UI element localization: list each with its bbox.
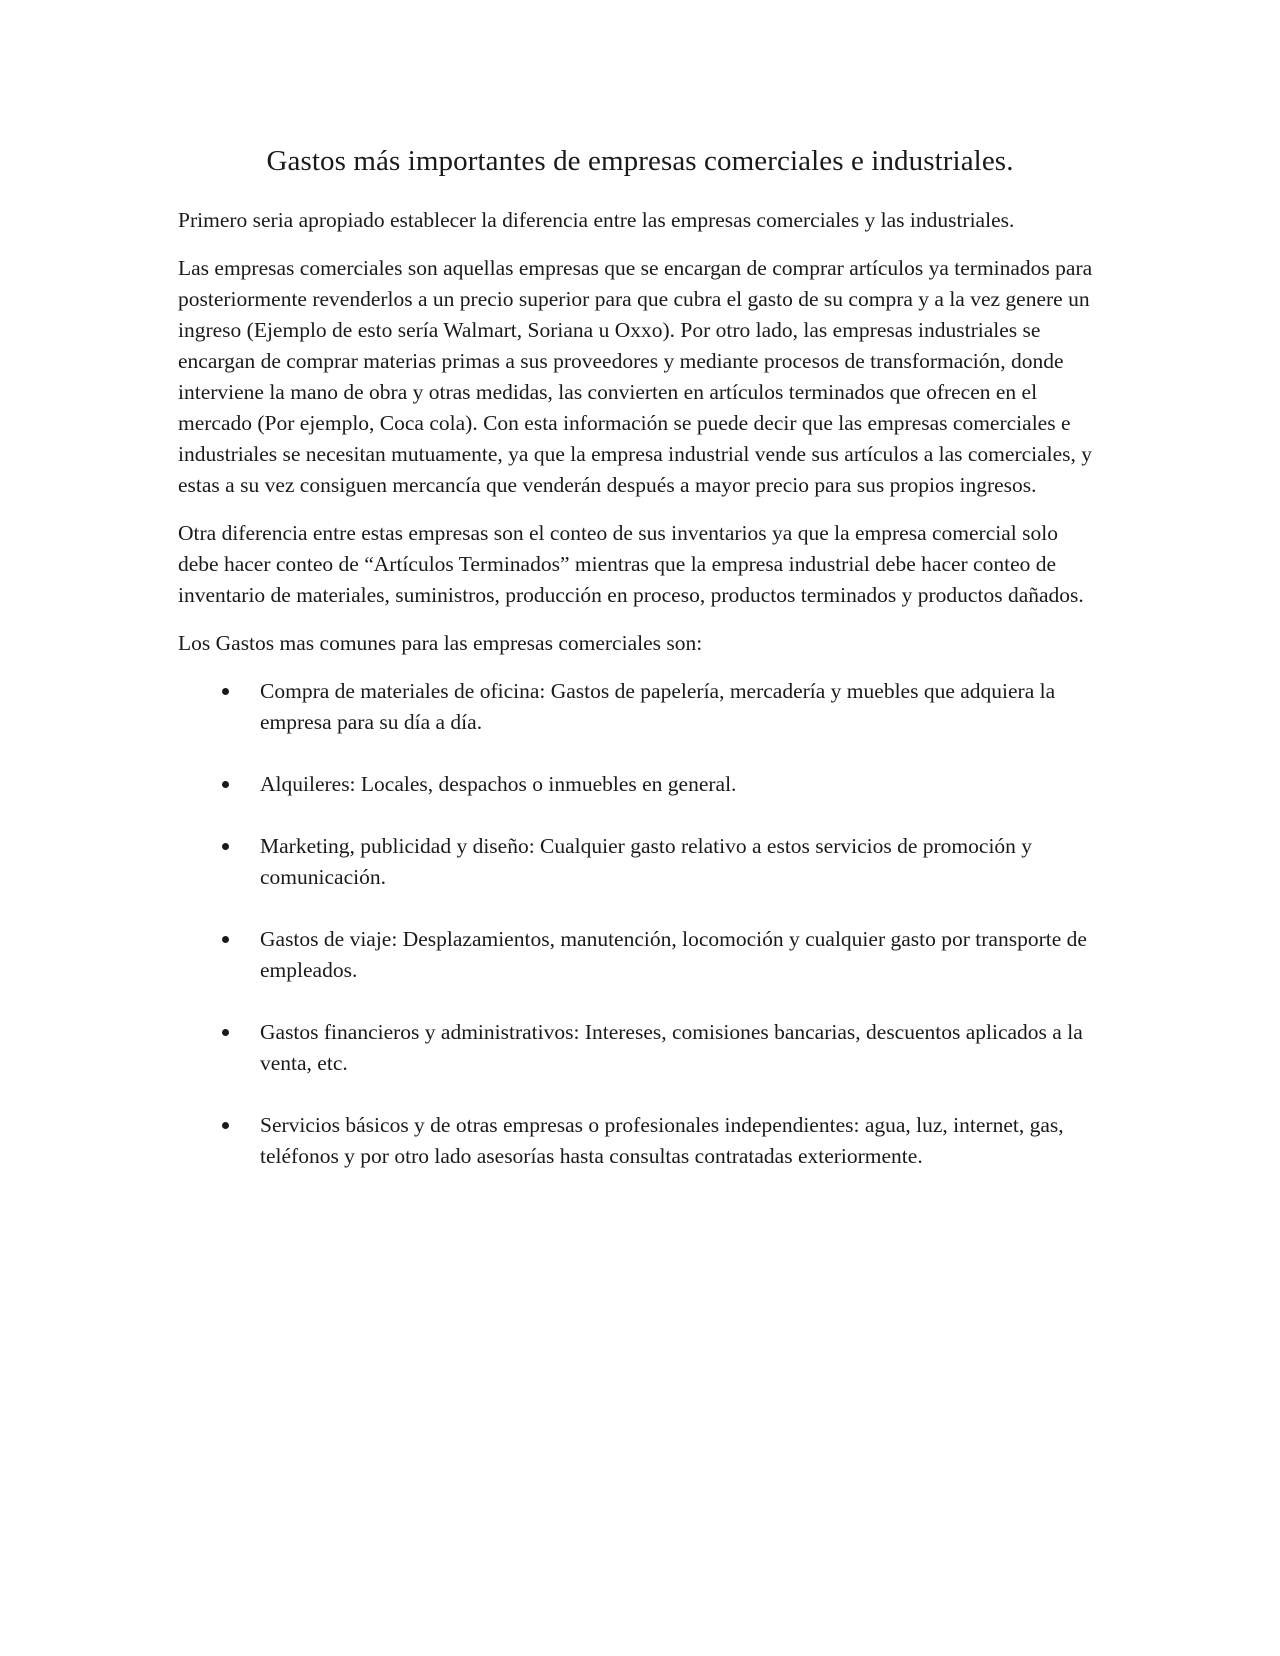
document-title: Gastos más importantes de empresas comerciales e industriales. bbox=[266, 145, 1014, 177]
bullet-icon bbox=[222, 1029, 229, 1036]
list-item bbox=[178, 769, 1098, 800]
list-item-text: Marketing, publicidad y diseño: Cualquier gasto relativo a estos servicios de promoción y comunicación. bbox=[260, 834, 1033, 889]
paragraph-inventory: Otra diferencia entre estas empresas son el conteo de sus inventarios ya que la empresa comercial solo debe hacer conteo de “Artículos Terminados” mientras que la empresa industrial debe hacer conteo de inventario de materiales, suministros, producción en proceso, productos terminados y productos dañados. bbox=[178, 521, 1084, 607]
bullet-icon bbox=[222, 843, 229, 850]
list-item-text: Alquileres: Locales, despachos o inmuebles en general. bbox=[260, 772, 737, 796]
list-item bbox=[178, 676, 1098, 738]
list-item-text: Gastos de viaje: Desplazamientos, manutención, locomoción y cualquier gasto por transporte de empleados. bbox=[260, 927, 1087, 982]
paragraph-definitions: Las empresas comerciales son aquellas empresas que se encargan de comprar artículos ya terminados para posteriormente revenderlos a un precio superior para que cubra el gasto de su compra y a la vez genere un ingreso (Ejemplo de esto sería Walmart, Soriana u Oxxo). Por otro lado, las empresas industriales se encargan de comprar materias primas a sus proveedores y mediante procesos de transformación, donde interviene la mano de obra y otras medidas, las convierten en artículos terminados que ofrecen en el mercado (Por ejemplo, Coca cola). Con esta información se puede decir que las empresas comerciales e industriales se necesitan mutuamente, ya que la empresa industrial vende sus artículos a las comerciales, y estas a su vez consiguen mercancía que venderán después a mayor precio para sus propios ingresos. bbox=[178, 256, 1093, 497]
expenses-list bbox=[178, 676, 1098, 1172]
bullet-icon bbox=[222, 781, 229, 788]
list-item-text: Compra de materiales de oficina: Gastos de papelería, mercadería y muebles que adquiera la empresa para su día a día. bbox=[260, 679, 1056, 734]
bullet-icon bbox=[222, 936, 229, 943]
bullet-icon bbox=[222, 688, 229, 695]
list-item-text: Gastos financieros y administrativos: Intereses, comisiones bancarias, descuentos aplicados a la venta, etc. bbox=[260, 1020, 1083, 1075]
paragraph-intro: Primero seria apropiado establecer la diferencia entre las empresas comerciales y las industriales. bbox=[178, 208, 1015, 232]
document-body bbox=[178, 205, 1098, 1203]
paragraph-list-intro: Los Gastos mas comunes para las empresas comerciales son: bbox=[178, 631, 703, 655]
list-item bbox=[178, 831, 1098, 893]
list-item bbox=[178, 1110, 1098, 1172]
list-item bbox=[178, 1017, 1098, 1079]
list-item bbox=[178, 924, 1098, 986]
list-item-text: Servicios básicos y de otras empresas o profesionales independientes: agua, luz, internet, gas, teléfonos y por otro lado asesorías hasta consultas contratadas exteriormente. bbox=[260, 1113, 1064, 1168]
bullet-icon bbox=[222, 1122, 229, 1129]
